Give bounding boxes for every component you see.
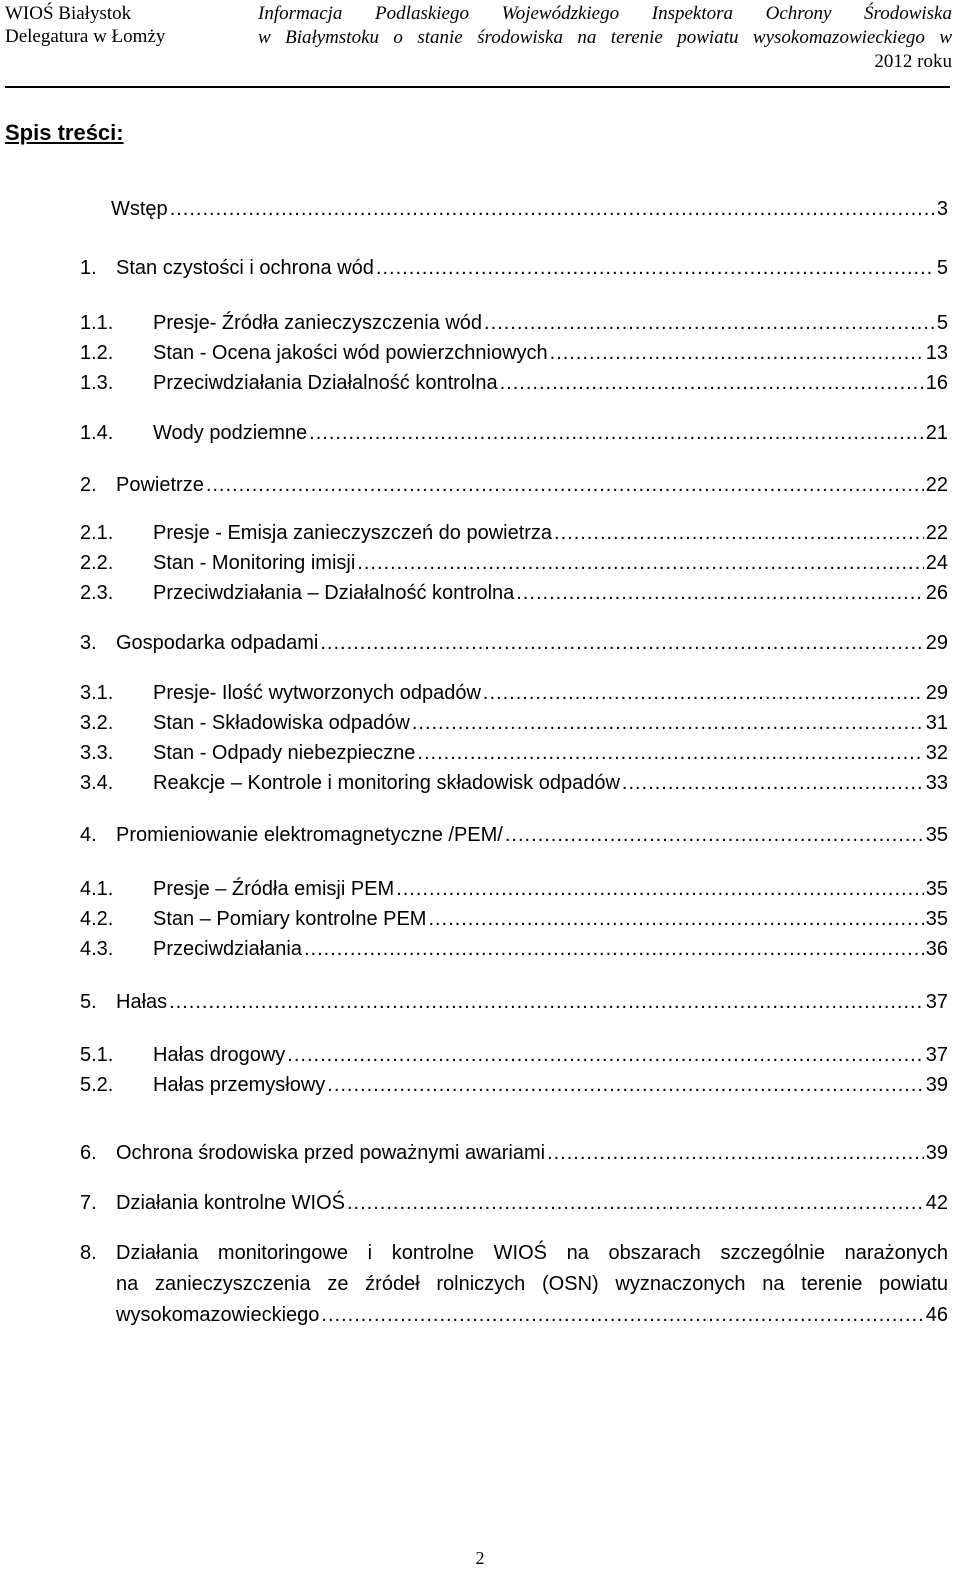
toc-entry-4[interactable]	[80, 820, 948, 850]
toc-entry-page: 35	[925, 908, 948, 930]
toc-entry-title: Hałas	[116, 991, 168, 1013]
toc-leader-dots	[170, 194, 935, 224]
toc-entry-title: Promieniowanie elektromagnetyczne /PEM/	[116, 824, 503, 846]
toc-entry-5[interactable]	[80, 987, 948, 1017]
toc-entry-number: 3.	[80, 632, 97, 654]
toc-entry-3-4[interactable]	[80, 768, 948, 798]
toc-entry-2-1[interactable]	[80, 518, 948, 548]
toc-leader-dots	[484, 308, 935, 338]
toc-entry-7[interactable]	[80, 1188, 948, 1218]
toc-leader-dots	[321, 1300, 923, 1331]
toc-leader-dots	[547, 1138, 924, 1168]
toc-entry-title: Presje – Źródła emisji PEM	[153, 878, 395, 900]
toc-entry-title: Stan - Ocena jakości wód powierzchniowych	[153, 342, 548, 364]
toc-entry-title-line1: Działania monitoringowe i kontrolne WIOŚ na obszarach szczególnie narażonych	[116, 1242, 948, 1264]
toc-entry-number: 5.2.	[80, 1074, 114, 1096]
toc-entry-3-3[interactable]	[80, 738, 948, 768]
toc-entry-page: 22	[925, 522, 948, 544]
toc-entry-page: 31	[925, 712, 948, 734]
toc-entry-2-2[interactable]	[80, 548, 948, 578]
toc-entry-number: 2.1.	[80, 522, 114, 544]
toc-entry-number: 1.3.	[80, 372, 114, 394]
toc-entry-page: 24	[925, 552, 948, 574]
toc-entry-page: 29	[925, 632, 948, 654]
toc-entry-title: Przeciwdziałania – Działalność kontrolna	[153, 582, 515, 604]
toc-entry-number: 1.	[80, 257, 97, 279]
toc-entry-page: 37	[925, 991, 948, 1013]
toc-entry-page: 33	[925, 772, 948, 794]
toc-entry-page: 5	[936, 312, 948, 334]
header-info-line3: 2012 roku	[874, 51, 952, 72]
toc-leader-dots	[505, 820, 924, 850]
toc-leader-dots	[169, 987, 924, 1017]
toc-leader-dots	[347, 1188, 924, 1218]
toc-leader-dots	[428, 904, 923, 934]
toc-entry-title: Powietrze	[116, 474, 204, 496]
toc-leader-dots	[327, 1070, 923, 1100]
toc-entry-number: 8.	[80, 1242, 97, 1264]
header-organization	[5, 2, 165, 48]
toc-entry-title: Przeciwdziałania Działalność kontrolna	[153, 372, 498, 394]
toc-entry-title: Presje - Emisja zanieczyszczeń do powietrza	[153, 522, 553, 544]
toc-entry-number: 2.	[80, 474, 97, 496]
toc-entry-number: 3.3.	[80, 742, 114, 764]
toc-entry-title-line3: wysokomazowieckiego	[116, 1304, 320, 1326]
toc-entry-title: Reakcje – Kontrole i monitoring składowisk odpadów	[153, 772, 620, 794]
toc-entry-page: 16	[925, 372, 948, 394]
toc-entry-title: Stan – Pomiary kontrolne PEM	[153, 908, 427, 930]
toc-entry-title: Presje- Ilość wytworzonych odpadów	[153, 682, 481, 704]
toc-entry-title: Presje- Źródła zanieczyszczenia wód	[153, 312, 483, 334]
toc-entry-page: 39	[925, 1074, 948, 1096]
toc-entry-3-2[interactable]	[80, 708, 948, 738]
toc-entry-page: 22	[925, 474, 948, 496]
toc-entry-4-1[interactable]	[80, 874, 948, 904]
header-org-line2: Delegatura w Łomży	[5, 26, 166, 47]
toc-entry-page: 46	[925, 1304, 948, 1326]
header-report-info	[258, 2, 952, 74]
toc-entry-number: 1.1.	[80, 312, 114, 334]
toc-entry-number: 1.2.	[80, 342, 114, 364]
toc-entry-5-2[interactable]	[80, 1070, 948, 1100]
toc-entry-page: 3	[936, 198, 948, 220]
toc-leader-dots	[376, 253, 935, 283]
toc-entry-title: Stan - Odpady niebezpieczne	[153, 742, 416, 764]
toc-entry-1[interactable]	[80, 253, 948, 283]
toc-entry-page: 39	[925, 1142, 948, 1164]
toc-entry-title: Hałas drogowy	[153, 1044, 286, 1066]
toc-entry-1-2[interactable]	[80, 338, 948, 368]
toc-entry-1-3[interactable]	[80, 368, 948, 398]
toc-leader-dots	[357, 548, 923, 578]
toc-entry-title: Wody podziemne	[153, 422, 308, 444]
toc-entry-number: 3.2.	[80, 712, 114, 734]
toc-leader-dots	[554, 518, 924, 548]
toc-leader-dots	[500, 368, 924, 398]
toc-leader-dots	[309, 418, 924, 448]
toc-entry-intro[interactable]	[111, 194, 948, 224]
toc-entry-page: 32	[925, 742, 948, 764]
page-number: 2	[475, 1548, 485, 1568]
toc-entry-title: Ochrona środowiska przed poważnymi awariami	[116, 1142, 546, 1164]
toc-entry-number: 5.1.	[80, 1044, 114, 1066]
toc-leader-dots	[550, 338, 924, 368]
toc-leader-dots	[412, 708, 924, 738]
toc-entry-page: 42	[925, 1192, 948, 1214]
toc-title: Spis treści:	[5, 120, 124, 145]
toc-leader-dots	[206, 470, 924, 500]
toc-entry-8[interactable]	[80, 1238, 948, 1338]
toc-entry-1-4[interactable]	[80, 418, 948, 448]
toc-entry-title: Stan - Monitoring imisji	[153, 552, 356, 574]
toc-entry-title-line2: na zanieczyszczenia ze źródeł rolniczych (OSN) wyznaczonych na terenie powiatu	[116, 1273, 948, 1295]
toc-entry-page: 29	[925, 682, 948, 704]
toc-entry-4-3[interactable]	[80, 934, 948, 964]
toc-entry-number: 3.1.	[80, 682, 114, 704]
toc-entry-page: 37	[925, 1044, 948, 1066]
toc-entry-1-1[interactable]	[80, 308, 948, 338]
toc-entry-title: Hałas przemysłowy	[153, 1074, 326, 1096]
toc-entry-number: 2.3.	[80, 582, 114, 604]
toc-entry-page: 35	[925, 824, 948, 846]
toc-entry-title: Działania kontrolne WIOŚ	[116, 1192, 345, 1214]
toc-entry-page: 26	[925, 582, 948, 604]
toc-leader-dots	[516, 578, 923, 608]
page-header	[0, 0, 960, 90]
toc-leader-dots	[304, 934, 924, 964]
toc-leader-dots	[483, 678, 924, 708]
toc-entry-number: 3.4.	[80, 772, 114, 794]
toc-entry-number: 4.3.	[80, 938, 114, 960]
toc-entry-number: 6.	[80, 1142, 97, 1164]
toc-entry-title: Wstęp	[111, 198, 168, 220]
toc-entry-page: 13	[925, 342, 948, 364]
toc-entry-page: 5	[936, 257, 948, 279]
header-info-line1: Informacja Podlaskiego Wojewódzkiego Inspektora Ochrony Środowiska	[258, 3, 952, 24]
toc-leader-dots	[320, 628, 923, 658]
toc-entry-3[interactable]	[80, 628, 948, 658]
toc-entry-number: 4.1.	[80, 878, 114, 900]
toc-entry-title: Gospodarka odpadami	[116, 632, 319, 654]
toc-entry-5-1[interactable]	[80, 1040, 948, 1070]
toc-entry-title: Stan czystości i ochrona wód	[116, 257, 374, 279]
toc-entry-page: 35	[925, 878, 948, 900]
toc-entry-4-2[interactable]	[80, 904, 948, 934]
toc-entry-3-1[interactable]	[80, 678, 948, 708]
header-divider	[5, 86, 950, 88]
toc-entry-number: 7.	[80, 1192, 97, 1214]
header-info-line2: w Białymstoku o stanie środowiska na terenie powiatu wysokomazowieckiego w	[258, 27, 952, 48]
toc-entry-page: 21	[925, 422, 948, 444]
toc-leader-dots	[396, 874, 924, 904]
toc-entry-title: Stan - Składowiska odpadów	[153, 712, 410, 734]
toc-leader-dots	[622, 768, 924, 798]
toc-entry-number: 1.4.	[80, 422, 114, 444]
header-org-line1: WIOŚ Białystok	[5, 3, 132, 24]
toc-entry-page: 36	[925, 938, 948, 960]
toc-entry-2-3[interactable]	[80, 578, 948, 608]
toc-entry-number: 2.2.	[80, 552, 114, 574]
toc-entry-number: 4.	[80, 824, 97, 846]
toc-leader-dots	[417, 738, 923, 768]
toc-entry-2[interactable]	[80, 470, 948, 500]
toc-entry-title: Przeciwdziałania	[153, 938, 302, 960]
toc-entry-6[interactable]	[80, 1138, 948, 1168]
toc-entry-number: 4.2.	[80, 908, 114, 930]
toc-leader-dots	[287, 1040, 923, 1070]
toc-entry-number: 5.	[80, 991, 97, 1013]
